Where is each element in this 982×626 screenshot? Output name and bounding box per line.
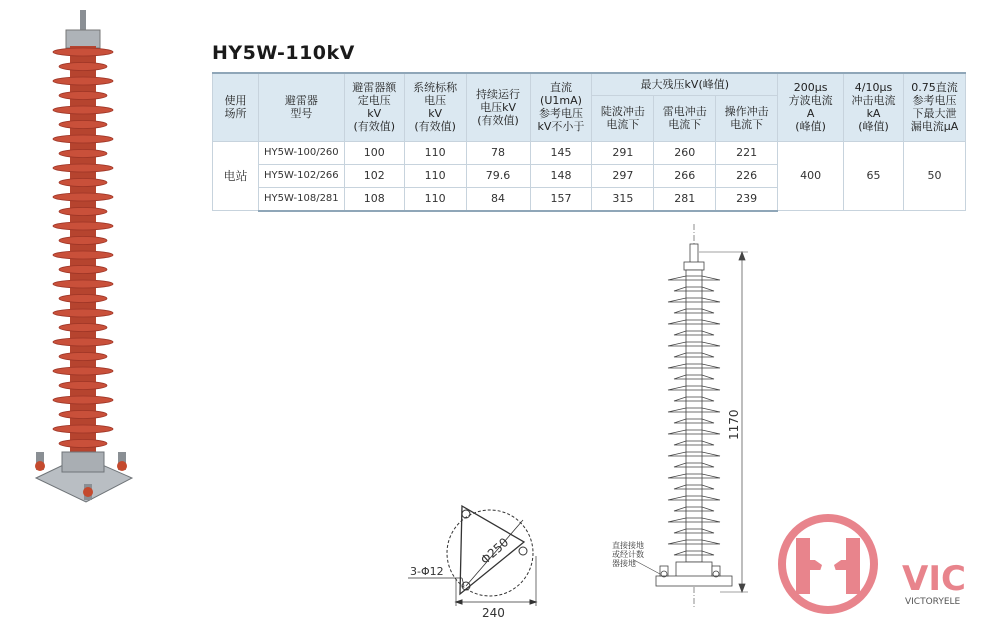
- steep-cell: 291: [592, 141, 654, 164]
- switching-cell: 221: [716, 141, 778, 164]
- header-max-residual: 最大残压kV(峰值): [592, 73, 778, 95]
- circle-label: Φ250: [477, 535, 512, 568]
- steep-cell: 315: [592, 187, 654, 211]
- logo-letters: VIC: [902, 559, 966, 599]
- dc-cell: 148: [530, 164, 592, 187]
- system-cell: 110: [404, 141, 466, 164]
- ground-note-line3: 器接地: [612, 559, 636, 568]
- ground-note-line1: 直接接地: [612, 541, 644, 550]
- lightning-cell: 281: [654, 187, 716, 211]
- header-leakage: 0.75直流 参考电压 下最大泄 漏电流μA: [903, 73, 965, 141]
- continuous-cell: 84: [466, 187, 530, 211]
- ground-note-line2: 或经计数: [612, 550, 644, 559]
- header-steep: 陡波冲击 电流下: [592, 95, 654, 141]
- impulse-cell: 65: [844, 141, 904, 211]
- header-lightning: 雷电冲击 电流下: [654, 95, 716, 141]
- width-dim: 240: [482, 606, 505, 620]
- rated-cell: 100: [344, 141, 404, 164]
- continuous-cell: 78: [466, 141, 530, 164]
- switching-cell: 226: [716, 164, 778, 187]
- header-impulse: 4/10μs 冲击电流 kA (峰值): [844, 73, 904, 141]
- model-cell: HY5W-100/260: [258, 141, 344, 164]
- logo-subtext: VICTORYELE: [905, 597, 961, 607]
- continuous-cell: 79.6: [466, 164, 530, 187]
- location-cell: 电站: [213, 141, 259, 211]
- base-plate-drawing: [408, 506, 536, 606]
- bolt-hole: [519, 547, 527, 555]
- header-continuous-voltage: 持续运行 电压kV (有效值): [466, 73, 530, 141]
- steep-cell: 297: [592, 164, 654, 187]
- rated-cell: 108: [344, 187, 404, 211]
- company-logo: [782, 518, 966, 610]
- system-cell: 110: [404, 187, 466, 211]
- rated-cell: 102: [344, 164, 404, 187]
- header-location: 使用 场所: [213, 73, 259, 141]
- model-cell: HY5W-108/281: [258, 187, 344, 211]
- height-dim: 1170: [727, 409, 741, 440]
- dc-cell: 157: [530, 187, 592, 211]
- header-square-wave: 200μs 方波电流 A (峰值): [778, 73, 844, 141]
- hole-label: 3-Φ12: [410, 565, 444, 578]
- lightning-cell: 260: [654, 141, 716, 164]
- model-cell: HY5W-102/266: [258, 164, 344, 187]
- header-dc-reference: 直流 (U1mA) 参考电压 kV不小于: [530, 73, 592, 141]
- page-title: HY5W-110kV: [212, 42, 355, 64]
- switching-cell: 239: [716, 187, 778, 211]
- header-system-voltage: 系统标称 电压 kV (有效值): [404, 73, 466, 141]
- square-wave-cell: 400: [778, 141, 844, 211]
- dc-cell: 145: [530, 141, 592, 164]
- leakage-cell: 50: [903, 141, 965, 211]
- header-rated-voltage: 避雷器额 定电压 kV (有效值): [344, 73, 404, 141]
- header-model: 避雷器 型号: [258, 73, 344, 141]
- header-switching: 操作冲击 电流下: [716, 95, 778, 141]
- system-cell: 110: [404, 164, 466, 187]
- lightning-cell: 266: [654, 164, 716, 187]
